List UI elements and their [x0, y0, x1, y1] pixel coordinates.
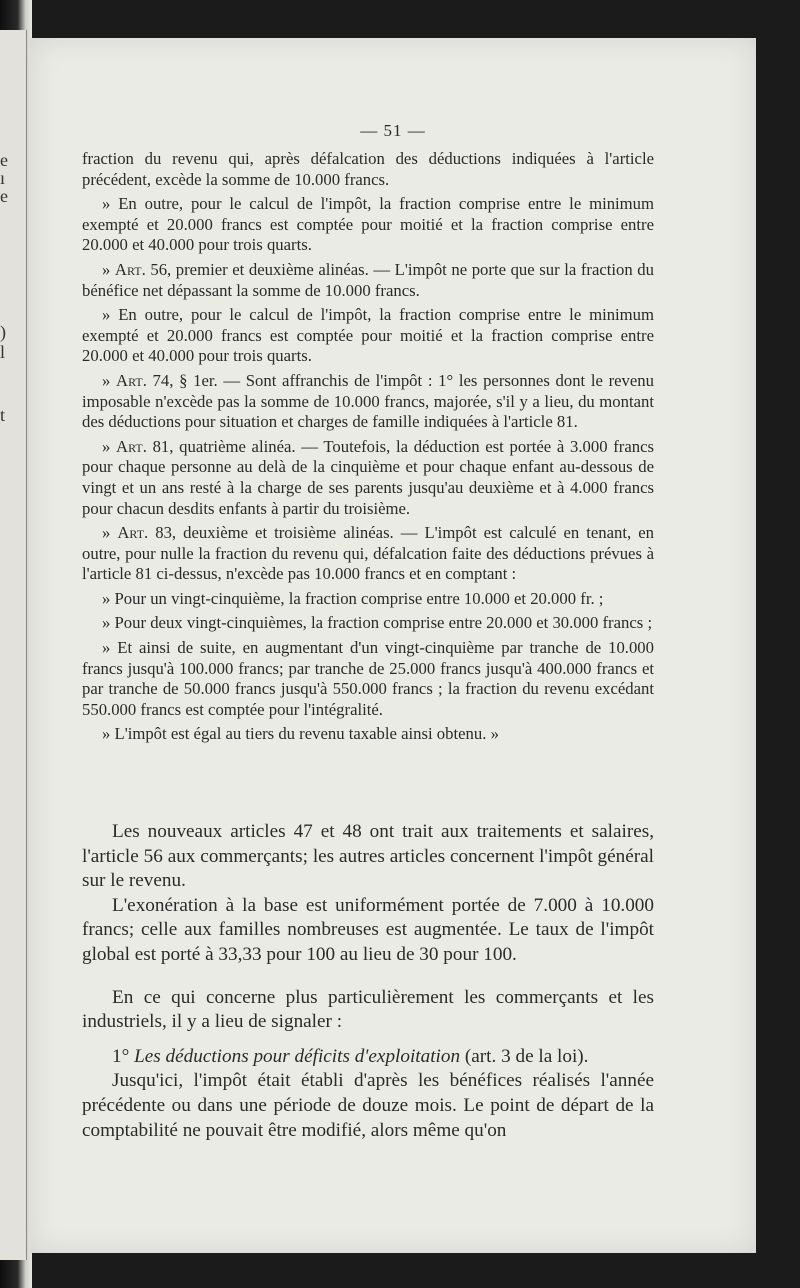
- quoted-law-text: [82, 149, 654, 749]
- margin-fragment: e: [0, 150, 8, 170]
- quote-paragraph: » Art. 81, quatrième alinéa. — Toutefois, la déduction est portée à 3.000 francs pour chaque personne au delà de la cinquième et pour chaque enfant au-dessous de vingt et un ans resté à la charge de ses parents jusqu'au deuxième et à 4.000 francs pour chacun desdits enfants à partir du troisième.: [82, 436, 655, 518]
- quote-paragraph: » En outre, pour le calcul de l'impôt, la fraction comprise entre le minimum exempté et 20.000 francs est comptée pour moitié et la fraction comprise entre 20.000 et 40.000 pour trois quarts.: [82, 305, 654, 366]
- document-page: [30, 38, 756, 1253]
- margin-fragment: ): [0, 322, 6, 342]
- quote-paragraph: fraction du revenu qui, après défalcation des déductions indiquées à l'article précédent, excède la somme de 10.000 francs.: [82, 149, 654, 189]
- body-paragraph: Jusqu'ici, l'impôt était établi d'après les bénéfices réalisés l'année précédente ou dans une période de douze mois. Le point de départ de la comptabilité ne pouvait être modifié, alors même qu'on: [82, 1070, 654, 1141]
- body-paragraph: Les nouveaux articles 47 et 48 ont trait aux traitements et salaires, l'article 56 aux commerçants; les autres articles concernent l'impôt général sur le revenu.: [82, 821, 654, 892]
- quote-paragraph: » Pour un vingt-cinquième, la fraction comprise entre 10.000 et 20.000 fr. ;: [102, 588, 604, 608]
- quote-paragraph: » En outre, pour le calcul de l'impôt, la fraction comprise entre le minimum exempté et 20.000 francs est comptée pour moitié et la fraction comprise entre 20.000 et 40.000 pour trois quarts.: [82, 194, 654, 255]
- page-number: — 51 —: [360, 121, 426, 140]
- margin-fragment: t: [0, 405, 6, 425]
- quote-paragraph: » Art. 74, § 1er. — Sont affranchis de l'impôt : 1° les personnes dont le revenu imposable n'excède pas la somme de 10.000 francs, majorée, s'il y a lieu, du montant des déductions pour situation et charges de famille indiquées à l'article 81.: [82, 370, 654, 432]
- quote-paragraph: » L'impôt est égal au tiers du revenu taxable ainsi obtenu. »: [102, 724, 499, 744]
- section-heading: 1° Les déductions pour déficits d'exploitation (art. 3 de la loi).: [112, 1045, 589, 1067]
- body-paragraph: En ce qui concerne plus particulièrement les commerçants et les industriels, il y a lieu de signaler :: [82, 986, 654, 1033]
- previous-page-edge: [0, 30, 27, 1260]
- main-text: [82, 820, 654, 1143]
- quote-paragraph: » Art. 83, deuxième et troisième alinéas. — L'impôt est calculé en tenant, en outre, pour nulle la fraction du revenu qui, défalcation faite des déductions prévues à l'article 81 ci-dessus, n'excède pas 10.000 francs et en comptant :: [82, 523, 654, 584]
- margin-fragment: ı: [0, 168, 6, 188]
- margin-fragment: e: [0, 186, 8, 206]
- body-paragraph: L'exonération à la base est uniformément portée de 7.000 à 10.000 francs; celle aux familles nombreuses est augmentée. Le taux de l'impôt global est porté à 33,33 pour 100 au lieu de 30 pour 100.: [82, 894, 654, 965]
- margin-fragment: l: [0, 342, 6, 362]
- quote-paragraph: » Et ainsi de suite, en augmentant d'un vingt-cinquième par tranche de 10.000 francs jusqu'à 100.000 francs; par tranche de 25.000 francs jusqu'à 400.000 francs et par tranche de 50.000 francs jusqu'à 550.000 francs ; la fraction du revenu excédant 550.000 francs est comptée pour l'intégralité.: [82, 638, 654, 719]
- quote-paragraph: » Pour deux vingt-cinquièmes, la fraction comprise entre 20.000 et 30.000 francs ;: [102, 613, 653, 633]
- quote-paragraph: » Art. 56, premier et deuxième alinéas. — L'impôt ne porte que sur la fraction du bénéfice net dépassant la somme de 10.000 francs.: [82, 259, 654, 300]
